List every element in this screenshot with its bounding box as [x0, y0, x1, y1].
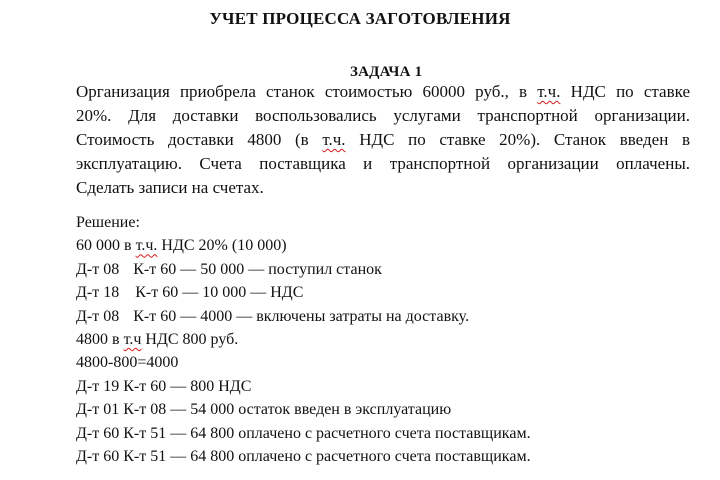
problem-line: эксплуатацию. Счета поставщика и транспортной организации оплачены.	[76, 154, 690, 173]
journal-entry	[76, 305, 696, 328]
journal-entry	[76, 281, 696, 304]
spellcheck-word: т.ч.	[537, 82, 561, 101]
solution-text: 4800 в	[76, 330, 124, 348]
problem-statement	[76, 80, 690, 200]
problem-text: Стоимость доставки 4800 (в	[76, 130, 323, 149]
document-title: УЧЕТ ПРОЦЕССА ЗАГОТОВЛЕНИЯ	[209, 9, 511, 28]
solution-line	[76, 328, 696, 351]
solution-line	[76, 234, 696, 257]
credit-entry: К-т 60 — 50 000 — поступил станок	[133, 260, 382, 278]
solution-text: НДС 20% (10 000)	[157, 237, 287, 255]
journal-entry: Д-т 01 К-т 08 — 54 000 остаток введен в эксплуатацию	[76, 401, 452, 419]
spellcheck-word: т.ч	[123, 330, 142, 348]
journal-entry: Д-т 60 К-т 51 — 64 800 оплачено с расчетного счета поставщикам.	[76, 424, 531, 442]
spellcheck-word: т.ч.	[322, 130, 346, 149]
debit-account: Д-т 18	[76, 284, 120, 302]
problem-line: 20%. Для доставки воспользовались услугами транспортной организации.	[76, 106, 690, 125]
journal-entry	[76, 258, 696, 281]
problem-line	[76, 128, 690, 152]
spellcheck-word: т.ч.	[135, 237, 158, 255]
solution-text: НДС 800 руб.	[141, 330, 239, 348]
problem-text: НДС по ставке	[560, 82, 690, 101]
journal-entry: Д-т 19 К-т 60 — 800 НДС	[76, 377, 252, 395]
credit-entry: К-т 60 — 10 000 — НДС	[135, 284, 304, 302]
solution-text: 60 000 в	[76, 237, 136, 255]
solution-block	[76, 211, 696, 468]
journal-entry: Д-т 60 К-т 51 — 64 800 оплачено с расчетного счета поставщикам.	[76, 447, 531, 465]
solution-heading: Решение:	[76, 214, 140, 231]
problem-line: Сделать записи на счетах.	[76, 178, 264, 197]
problem-text: Организация приобрела станок стоимостью 60000 руб., в	[76, 82, 538, 101]
debit-account: Д-т 08	[76, 307, 120, 325]
problem-line	[76, 80, 690, 104]
task-heading: ЗАДАЧА 1	[350, 64, 423, 80]
credit-entry: К-т 60 — 4000 — включены затраты на доставку.	[133, 307, 470, 325]
solution-line: 4800-800=4000	[76, 354, 179, 372]
debit-account: Д-т 08	[76, 260, 120, 278]
problem-text: НДС по ставке 20%). Станок введен в	[345, 130, 690, 149]
